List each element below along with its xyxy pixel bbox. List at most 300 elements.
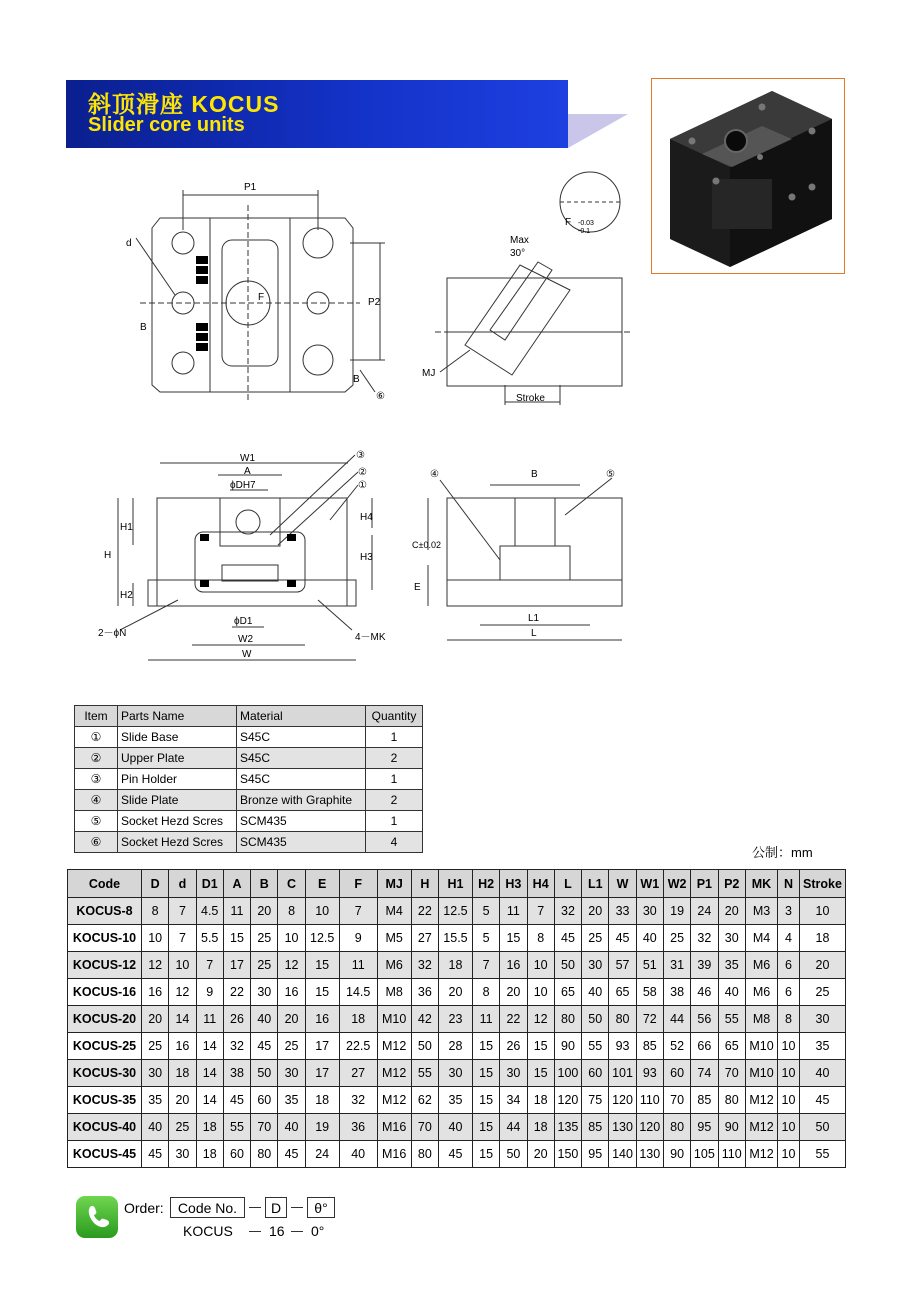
order-dash xyxy=(249,1207,261,1208)
label-b: B xyxy=(140,322,147,333)
spec-cell: 80 xyxy=(609,1006,636,1033)
spec-cell: 35 xyxy=(278,1087,305,1114)
spec-cell: 26 xyxy=(223,1006,250,1033)
order-d-box: D xyxy=(265,1197,287,1218)
parts-cell: ④ xyxy=(75,790,118,811)
spec-table-row xyxy=(68,1006,846,1033)
spec-header-cell: W1 xyxy=(636,870,663,898)
label-item-3: ③ xyxy=(356,450,365,461)
parts-cell: Item xyxy=(75,706,118,727)
parts-cell: SCM435 xyxy=(237,811,366,832)
spec-cell: 11 xyxy=(500,898,527,925)
title-english: Slider core units xyxy=(88,114,245,136)
spec-cell: 20 xyxy=(438,979,472,1006)
spec-cell: 8 xyxy=(278,898,305,925)
spec-header-cell: H xyxy=(411,870,438,898)
spec-cell: 50 xyxy=(582,1006,609,1033)
spec-table-row xyxy=(68,1114,846,1141)
spec-cell: 25 xyxy=(582,925,609,952)
spec-cell: 8 xyxy=(527,925,554,952)
spec-cell: 65 xyxy=(609,979,636,1006)
parts-cell: 1 xyxy=(366,727,423,748)
spec-cell: 10 xyxy=(778,1060,800,1087)
label-max: Max xyxy=(510,235,529,246)
spec-cell: 40 xyxy=(278,1114,305,1141)
spec-code-cell: KOCUS-12 xyxy=(68,952,142,979)
spec-cell: 15 xyxy=(527,1060,554,1087)
spec-cell: 8 xyxy=(142,898,169,925)
spec-cell: 8 xyxy=(778,1006,800,1033)
spec-cell: 14 xyxy=(196,1033,223,1060)
spec-cell: 24 xyxy=(691,898,718,925)
spec-cell: 60 xyxy=(223,1141,250,1168)
spec-cell: 7 xyxy=(339,898,377,925)
spec-cell: M6 xyxy=(746,979,778,1006)
spec-cell: 14 xyxy=(196,1060,223,1087)
spec-cell: 15 xyxy=(472,1033,499,1060)
spec-header-cell: d xyxy=(169,870,196,898)
spec-header-cell: D xyxy=(142,870,169,898)
spec-cell: 65 xyxy=(718,1033,746,1060)
spec-cell: M5 xyxy=(377,925,411,952)
spec-cell: 44 xyxy=(500,1114,527,1141)
spec-cell: M12 xyxy=(746,1114,778,1141)
parts-table-row xyxy=(75,769,423,790)
technical-drawing xyxy=(80,150,640,670)
spec-header-cell: W xyxy=(609,870,636,898)
spec-table-row xyxy=(68,1033,846,1060)
spec-cell: 18 xyxy=(169,1060,196,1087)
spec-cell: 18 xyxy=(196,1141,223,1168)
spec-cell: 60 xyxy=(663,1060,690,1087)
spec-cell: 32 xyxy=(223,1033,250,1060)
label-e: E xyxy=(414,582,421,593)
spec-cell: 65 xyxy=(554,979,581,1006)
parts-cell: Upper Plate xyxy=(118,748,237,769)
order-dash xyxy=(291,1207,303,1208)
spec-code-cell: KOCUS-35 xyxy=(68,1087,142,1114)
spec-cell: 66 xyxy=(691,1033,718,1060)
label-h: H xyxy=(104,550,112,561)
spec-table-row xyxy=(68,952,846,979)
spec-cell: 14 xyxy=(196,1087,223,1114)
spec-cell: 30 xyxy=(500,1060,527,1087)
spec-cell: 70 xyxy=(411,1114,438,1141)
spec-cell: 15.5 xyxy=(438,925,472,952)
spec-code-cell: KOCUS-20 xyxy=(68,1006,142,1033)
spec-cell: 18 xyxy=(438,952,472,979)
spec-header-cell: P1 xyxy=(691,870,718,898)
spec-code-cell: KOCUS-25 xyxy=(68,1033,142,1060)
spec-cell: 27 xyxy=(339,1060,377,1087)
parts-cell: 4 xyxy=(366,832,423,853)
spec-cell: 20 xyxy=(142,1006,169,1033)
spec-cell: 70 xyxy=(251,1114,278,1141)
spec-cell: 10 xyxy=(305,898,339,925)
spec-cell: 40 xyxy=(800,1060,846,1087)
order-example-code: KOCUS xyxy=(183,1223,233,1239)
parts-cell: ③ xyxy=(75,769,118,790)
label-item-6: ⑥ xyxy=(376,391,385,402)
parts-cell: Quantity xyxy=(366,706,423,727)
spec-table-row xyxy=(68,1087,846,1114)
spec-cell: 32 xyxy=(339,1087,377,1114)
spec-cell: 25 xyxy=(142,1033,169,1060)
spec-cell: 9 xyxy=(339,925,377,952)
spec-cell: 45 xyxy=(554,925,581,952)
spec-cell: 7 xyxy=(527,898,554,925)
spec-cell: 18 xyxy=(305,1087,339,1114)
spec-cell: 57 xyxy=(609,952,636,979)
unit-note: 公制：mm xyxy=(752,845,813,860)
spec-header-cell: H1 xyxy=(438,870,472,898)
order-dash xyxy=(249,1231,261,1232)
spec-cell: 22 xyxy=(500,1006,527,1033)
spec-cell: 62 xyxy=(411,1087,438,1114)
spec-cell: 58 xyxy=(636,979,663,1006)
spec-cell: 45 xyxy=(800,1087,846,1114)
parts-cell: Bronze with Graphite xyxy=(237,790,366,811)
spec-cell: 101 xyxy=(609,1060,636,1087)
spec-cell: 25 xyxy=(169,1114,196,1141)
spec-cell: 50 xyxy=(411,1033,438,1060)
spec-cell: 16 xyxy=(278,979,305,1006)
label-w1: W1 xyxy=(240,453,255,464)
spec-header-cell: MK xyxy=(746,870,778,898)
spec-cell: 19 xyxy=(663,898,690,925)
spec-cell: 75 xyxy=(582,1087,609,1114)
parts-cell: 2 xyxy=(366,748,423,769)
spec-cell: 12.5 xyxy=(305,925,339,952)
label-w: W xyxy=(242,649,252,660)
spec-header-cell: F xyxy=(339,870,377,898)
spec-cell: 95 xyxy=(691,1114,718,1141)
spec-cell: 32 xyxy=(411,952,438,979)
spec-cell: 80 xyxy=(554,1006,581,1033)
label-a: A xyxy=(244,466,251,477)
label-f: F xyxy=(258,292,265,303)
spec-cell: 38 xyxy=(223,1060,250,1087)
spec-cell: 8 xyxy=(472,979,499,1006)
spec-header-cell: Code xyxy=(68,870,142,898)
spec-cell: M6 xyxy=(746,952,778,979)
spec-cell: 10 xyxy=(142,925,169,952)
spec-cell: 25 xyxy=(663,925,690,952)
spec-cell: 25 xyxy=(278,1033,305,1060)
spec-cell: 32 xyxy=(554,898,581,925)
spec-cell: 5.5 xyxy=(196,925,223,952)
spec-cell: 80 xyxy=(411,1141,438,1168)
banner-decoration xyxy=(568,114,628,148)
spec-cell: 22 xyxy=(411,898,438,925)
spec-header-cell: A xyxy=(223,870,250,898)
spec-cell: 23 xyxy=(438,1006,472,1033)
spec-cell: 10 xyxy=(800,898,846,925)
spec-code-cell: KOCUS-16 xyxy=(68,979,142,1006)
spec-cell: 27 xyxy=(411,925,438,952)
spec-table-row xyxy=(68,979,846,1006)
spec-table-row xyxy=(68,1141,846,1168)
spec-cell: 5 xyxy=(472,925,499,952)
spec-cell: 15 xyxy=(500,925,527,952)
spec-cell: M8 xyxy=(377,979,411,1006)
spec-cell: 15 xyxy=(472,1114,499,1141)
spec-code-cell: KOCUS-10 xyxy=(68,925,142,952)
spec-cell: 120 xyxy=(609,1087,636,1114)
spec-cell: 120 xyxy=(554,1087,581,1114)
parts-cell: Slide Base xyxy=(118,727,237,748)
spec-cell: 4 xyxy=(778,925,800,952)
parts-cell: Socket Hezd Scres xyxy=(118,832,237,853)
spec-cell: 25 xyxy=(800,979,846,1006)
spec-cell: 30 xyxy=(800,1006,846,1033)
label-b-end: B xyxy=(531,469,538,480)
spec-cell: 40 xyxy=(438,1114,472,1141)
spec-cell: 105 xyxy=(691,1141,718,1168)
label-item-4: ④ xyxy=(430,469,439,480)
spec-cell: 11 xyxy=(196,1006,223,1033)
parts-cell: Parts Name xyxy=(118,706,237,727)
label-w2: W2 xyxy=(238,634,253,645)
label-h1: H1 xyxy=(120,522,133,533)
spec-cell: 12 xyxy=(527,1006,554,1033)
spec-header-cell: W2 xyxy=(663,870,690,898)
spec-cell: 16 xyxy=(500,952,527,979)
spec-cell: 100 xyxy=(554,1060,581,1087)
spec-header-cell: L1 xyxy=(582,870,609,898)
spec-cell: 10 xyxy=(778,1087,800,1114)
spec-header-cell: Stroke xyxy=(800,870,846,898)
parts-cell: S45C xyxy=(237,748,366,769)
spec-cell: 51 xyxy=(636,952,663,979)
spec-cell: 45 xyxy=(438,1141,472,1168)
spec-table-header xyxy=(68,870,846,898)
spec-cell: 50 xyxy=(500,1141,527,1168)
spec-cell: 56 xyxy=(691,1006,718,1033)
parts-cell: ② xyxy=(75,748,118,769)
spec-cell: M16 xyxy=(377,1114,411,1141)
spec-cell: M12 xyxy=(377,1033,411,1060)
spec-cell: 35 xyxy=(800,1033,846,1060)
parts-cell: Pin Holder xyxy=(118,769,237,790)
label-angle: 30° xyxy=(510,248,526,259)
spec-cell: 19 xyxy=(305,1114,339,1141)
spec-cell: 10 xyxy=(527,979,554,1006)
spec-code-cell: KOCUS-40 xyxy=(68,1114,142,1141)
spec-cell: 45 xyxy=(142,1141,169,1168)
label-h4: H4 xyxy=(360,512,373,523)
spec-cell: 25 xyxy=(251,925,278,952)
spec-cell: 14 xyxy=(169,1006,196,1033)
spec-cell: 60 xyxy=(251,1087,278,1114)
spec-cell: 18 xyxy=(527,1114,554,1141)
spec-cell: 18 xyxy=(339,1006,377,1033)
spec-cell: 36 xyxy=(339,1114,377,1141)
parts-table-row xyxy=(75,811,423,832)
parts-table-row xyxy=(75,790,423,811)
spec-cell: 17 xyxy=(305,1060,339,1087)
spec-cell: 60 xyxy=(582,1060,609,1087)
spec-cell: M6 xyxy=(377,952,411,979)
spec-cell: 130 xyxy=(609,1114,636,1141)
spec-table xyxy=(67,869,846,1168)
spec-cell: 16 xyxy=(169,1033,196,1060)
spec-header-cell: MJ xyxy=(377,870,411,898)
parts-cell: 2 xyxy=(366,790,423,811)
title-chinese: 斜顶滑座 KOCUS xyxy=(88,91,280,117)
spec-cell: 93 xyxy=(609,1033,636,1060)
spec-cell: 46 xyxy=(691,979,718,1006)
spec-cell: M12 xyxy=(746,1087,778,1114)
spec-cell: 70 xyxy=(718,1060,746,1087)
spec-cell: 39 xyxy=(691,952,718,979)
spec-code-cell: KOCUS-8 xyxy=(68,898,142,925)
spec-cell: 12 xyxy=(142,952,169,979)
spec-cell: 110 xyxy=(718,1141,746,1168)
spec-cell: 30 xyxy=(438,1060,472,1087)
spec-cell: 7 xyxy=(169,898,196,925)
spec-cell: 50 xyxy=(554,952,581,979)
label-d: d xyxy=(126,238,132,249)
spec-cell: 85 xyxy=(691,1087,718,1114)
spec-cell: 38 xyxy=(663,979,690,1006)
spec-cell: 35 xyxy=(438,1087,472,1114)
spec-cell: 55 xyxy=(582,1033,609,1060)
label-f-tol: F xyxy=(565,217,572,228)
label-dh7: ϕDH7 xyxy=(230,480,256,491)
spec-cell: 15 xyxy=(472,1060,499,1087)
spec-cell: 70 xyxy=(663,1087,690,1114)
spec-cell: 90 xyxy=(718,1114,746,1141)
spec-cell: 11 xyxy=(339,952,377,979)
spec-cell: 10 xyxy=(778,1141,800,1168)
spec-cell: M10 xyxy=(746,1033,778,1060)
phone-icon xyxy=(76,1196,118,1238)
spec-cell: 15 xyxy=(305,979,339,1006)
spec-cell: 44 xyxy=(663,1006,690,1033)
spec-cell: 15 xyxy=(527,1033,554,1060)
spec-cell: 34 xyxy=(500,1087,527,1114)
spec-cell: 20 xyxy=(251,898,278,925)
spec-cell: 72 xyxy=(636,1006,663,1033)
spec-cell: M8 xyxy=(746,1006,778,1033)
spec-cell: 5 xyxy=(472,898,499,925)
spec-cell: 120 xyxy=(636,1114,663,1141)
spec-cell: 40 xyxy=(718,979,746,1006)
order-code-box: Code No. xyxy=(170,1197,245,1218)
spec-cell: 20 xyxy=(527,1141,554,1168)
spec-cell: 18 xyxy=(196,1114,223,1141)
spec-header-cell: N xyxy=(778,870,800,898)
spec-cell: 85 xyxy=(582,1114,609,1141)
spec-cell: 30 xyxy=(718,925,746,952)
label-n: 2－ϕN xyxy=(98,628,127,639)
parts-cell: Material xyxy=(237,706,366,727)
spec-cell: 24 xyxy=(305,1141,339,1168)
spec-header-cell: E xyxy=(305,870,339,898)
spec-cell: 30 xyxy=(278,1060,305,1087)
spec-header-cell: P2 xyxy=(718,870,746,898)
label-item-5: ⑤ xyxy=(606,469,615,480)
spec-cell: 110 xyxy=(636,1087,663,1114)
label-tol2: -0.1 xyxy=(578,228,591,235)
spec-cell: 40 xyxy=(582,979,609,1006)
label-p1: P1 xyxy=(244,182,257,193)
spec-cell: 6 xyxy=(778,952,800,979)
spec-cell: 32 xyxy=(691,925,718,952)
spec-cell: 20 xyxy=(718,898,746,925)
spec-cell: 135 xyxy=(554,1114,581,1141)
spec-cell: 10 xyxy=(778,1033,800,1060)
spec-cell: 55 xyxy=(718,1006,746,1033)
product-photo xyxy=(651,78,845,274)
parts-cell: S45C xyxy=(237,769,366,790)
spec-cell: 15 xyxy=(305,952,339,979)
spec-cell: 4.5 xyxy=(196,898,223,925)
spec-cell: 80 xyxy=(718,1087,746,1114)
spec-cell: 40 xyxy=(339,1141,377,1168)
order-example-theta: 0° xyxy=(311,1223,325,1239)
label-c: C±0.02 xyxy=(412,540,441,550)
spec-cell: 74 xyxy=(691,1060,718,1087)
spec-cell: 55 xyxy=(223,1114,250,1141)
spec-cell: 30 xyxy=(251,979,278,1006)
spec-cell: 22 xyxy=(223,979,250,1006)
spec-cell: 10 xyxy=(527,952,554,979)
spec-header-cell: H4 xyxy=(527,870,554,898)
label-item-2: ② xyxy=(358,467,367,478)
label-mj: MJ xyxy=(422,368,436,379)
spec-cell: 20 xyxy=(800,952,846,979)
order-label: Order: xyxy=(124,1200,164,1216)
spec-cell: 10 xyxy=(278,925,305,952)
spec-cell: 30 xyxy=(582,952,609,979)
parts-cell: S45C xyxy=(237,727,366,748)
spec-cell: M16 xyxy=(377,1141,411,1168)
spec-table-row xyxy=(68,898,846,925)
label-h2: H2 xyxy=(120,590,133,601)
spec-cell: 26 xyxy=(500,1033,527,1060)
spec-cell: 40 xyxy=(142,1114,169,1141)
spec-cell: M12 xyxy=(377,1087,411,1114)
spec-cell: 31 xyxy=(663,952,690,979)
parts-cell: 1 xyxy=(366,811,423,832)
order-dash xyxy=(291,1231,303,1232)
label-tol1: -0.03 xyxy=(578,220,594,227)
spec-cell: 10 xyxy=(778,1114,800,1141)
parts-table-row xyxy=(75,727,423,748)
spec-cell: 90 xyxy=(554,1033,581,1060)
spec-cell: 33 xyxy=(609,898,636,925)
spec-cell: 20 xyxy=(278,1006,305,1033)
spec-cell: 80 xyxy=(663,1114,690,1141)
spec-cell: 9 xyxy=(196,979,223,1006)
parts-cell: SCM435 xyxy=(237,832,366,853)
spec-cell: 17 xyxy=(223,952,250,979)
spec-cell: 20 xyxy=(169,1087,196,1114)
spec-cell: 17 xyxy=(305,1033,339,1060)
spec-cell: M10 xyxy=(746,1060,778,1087)
parts-cell: ① xyxy=(75,727,118,748)
spec-cell: 7 xyxy=(472,952,499,979)
spec-cell: 20 xyxy=(582,898,609,925)
spec-cell: M12 xyxy=(746,1141,778,1168)
spec-cell: 35 xyxy=(718,952,746,979)
spec-cell: M4 xyxy=(746,925,778,952)
spec-cell: 12.5 xyxy=(438,898,472,925)
spec-cell: 7 xyxy=(196,952,223,979)
label-stroke: Stroke xyxy=(516,393,545,404)
